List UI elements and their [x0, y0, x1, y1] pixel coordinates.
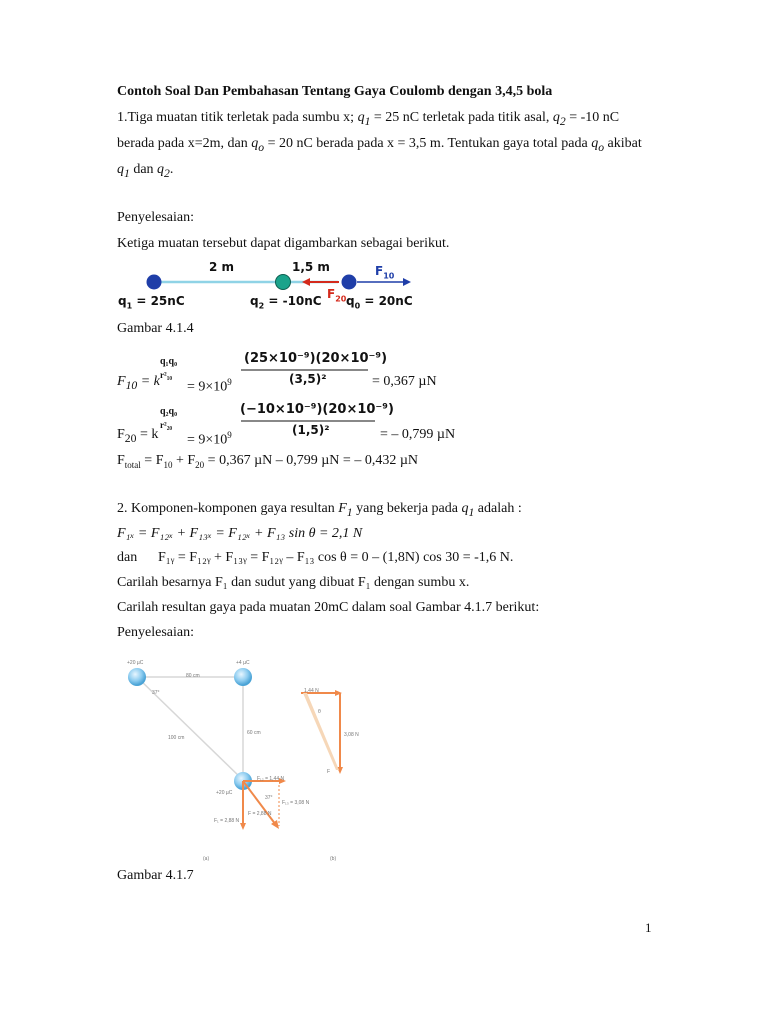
- page-title: Contoh Soal Dan Pembahasan Tentang Gaya Coulomb dengan 3,4,5 bola: [117, 84, 553, 99]
- f10-label: $F_{10}$: [375, 264, 395, 281]
- fig2-caption-a: (a): [203, 856, 210, 862]
- fig2-top-right-charge: +4 µC: [236, 660, 250, 666]
- problem1-line2: berada pada x=2m, dan $q_o = 20$ nC berada pada x = 3,5 m. Tentukan gaya total pada $q_o$ akibat: [117, 136, 642, 154]
- fig2-f13: F₁₃ = 3,08 N: [282, 800, 310, 806]
- eq1-lhs: $F_{10} = k$: [117, 374, 160, 392]
- problem1-line1: 1.Tiga muatan titik terletak pada sumbu x; $q_1 = 25$ nC terletak pada titik asal, $q_2 = -10$ nC: [117, 110, 620, 128]
- eq1-frac-bot: r²₁₀: [160, 370, 173, 380]
- fig2-angle1: 37°: [152, 690, 160, 696]
- figure-intro: Ketiga muatan tersebut dapat digambarkan sebagai berikut.: [117, 236, 450, 251]
- fig2-side-distance: 60 cm: [247, 730, 261, 736]
- fig2-f1: F₁ = 2,88 N: [214, 818, 240, 824]
- problem2-dan: dan: [117, 550, 138, 565]
- fig2-resolve-f: F: [327, 769, 331, 775]
- q1-label: $q_1 = 25nC$: [118, 294, 185, 311]
- eq2-numerator: (−10×10⁻⁹)(20×10⁻⁹): [240, 402, 394, 417]
- eq2-frac-bot: r²₂₀: [160, 420, 173, 430]
- eq2-const: = $9\times 10^9$: [187, 430, 232, 448]
- eq2-frac-top: q₂q₀: [160, 406, 178, 417]
- eq1-frac-top: q₁q₀: [160, 356, 178, 367]
- eq1-result: = 0,367 µN: [372, 374, 437, 389]
- fig2-top-left-charge: +20 µC: [127, 660, 144, 666]
- fig2-top-distance: 80 cm: [186, 673, 200, 679]
- page-number: 1: [645, 920, 652, 935]
- fig2-bottom-charge: +20 µC: [216, 790, 233, 796]
- q0-label: $q_0 = 20nC$: [346, 294, 413, 311]
- fig2-resolve-top-label: 1,44 N: [304, 688, 319, 694]
- ftotal-line: $F_{total} = F_{10} + F_{20} = 0,367$ µN – 0,799 µN = – 0,432 µN: [117, 453, 418, 470]
- fig2-resolve-side-label: 3,08 N: [344, 732, 359, 738]
- fig2-angle2: 37°: [265, 795, 273, 801]
- fig2-f12: F₁₂ = 1,44 N: [257, 776, 285, 782]
- distance-1-5m: 1,5 m: [292, 260, 330, 274]
- figure-caption-1: Gambar 4.1.4: [117, 321, 194, 336]
- figure-caption-2: Gambar 4.1.7: [117, 868, 194, 883]
- problem1-line3: $q_1$ dan $q_2$.: [117, 162, 174, 180]
- solution-heading-1: Penyelesaian:: [117, 210, 194, 225]
- eq2-denominator: (1,5)²: [292, 423, 330, 437]
- fig2-f-resultant: F = 2,88 N: [248, 811, 272, 817]
- eq2-lhs: $F_{20} = k$: [117, 427, 159, 445]
- f20-label: $F_{20}$: [327, 287, 347, 304]
- eq1-denominator: (3,5)²: [289, 372, 327, 386]
- fig2-resolve-angle: θ: [318, 709, 321, 715]
- problem2-line5: Carilah resultan gaya pada muatan 20mC dalam soal Gambar 4.1.7 berikut:: [117, 600, 540, 615]
- distance-2m: 2 m: [209, 260, 235, 274]
- problem2-line3: F₁ᵧ = F₁₂ᵧ + F₁₃ᵧ = F₁₂ᵧ – F₁₃ cos θ = 0 – (1,8N) cos 30 = -1,6 N.: [158, 550, 514, 565]
- fig2-diagonal-distance: 100 cm: [168, 735, 185, 741]
- resolve-hyp: [303, 693, 339, 770]
- problem2-line2: F₁ₓ = F₁₂ₓ + F₁₃ₓ = F₁₂ₓ + F₁₃ sin θ = 2,1 N: [117, 526, 363, 541]
- fig2-caption-b: (b): [330, 856, 337, 862]
- solution-heading-2: Penyelesaian:: [117, 625, 194, 640]
- eq1-const: = $9\times 10^9$: [187, 377, 232, 395]
- eq1-numerator: (25×10⁻⁹)(20×10⁻⁹): [244, 351, 388, 366]
- q2-label: $q_2 = -10nC$: [250, 294, 322, 311]
- problem2-line1: 2. Komponen-komponen gaya resultan $F_1$ yang bekerja pada $q_1$ adalah :: [117, 501, 522, 519]
- problem2-line4: Carilah besarnya F₁ dan sudut yang dibuat F₁ dengan sumbu x.: [117, 575, 470, 590]
- eq2-result: = – 0,799 µN: [380, 427, 456, 442]
